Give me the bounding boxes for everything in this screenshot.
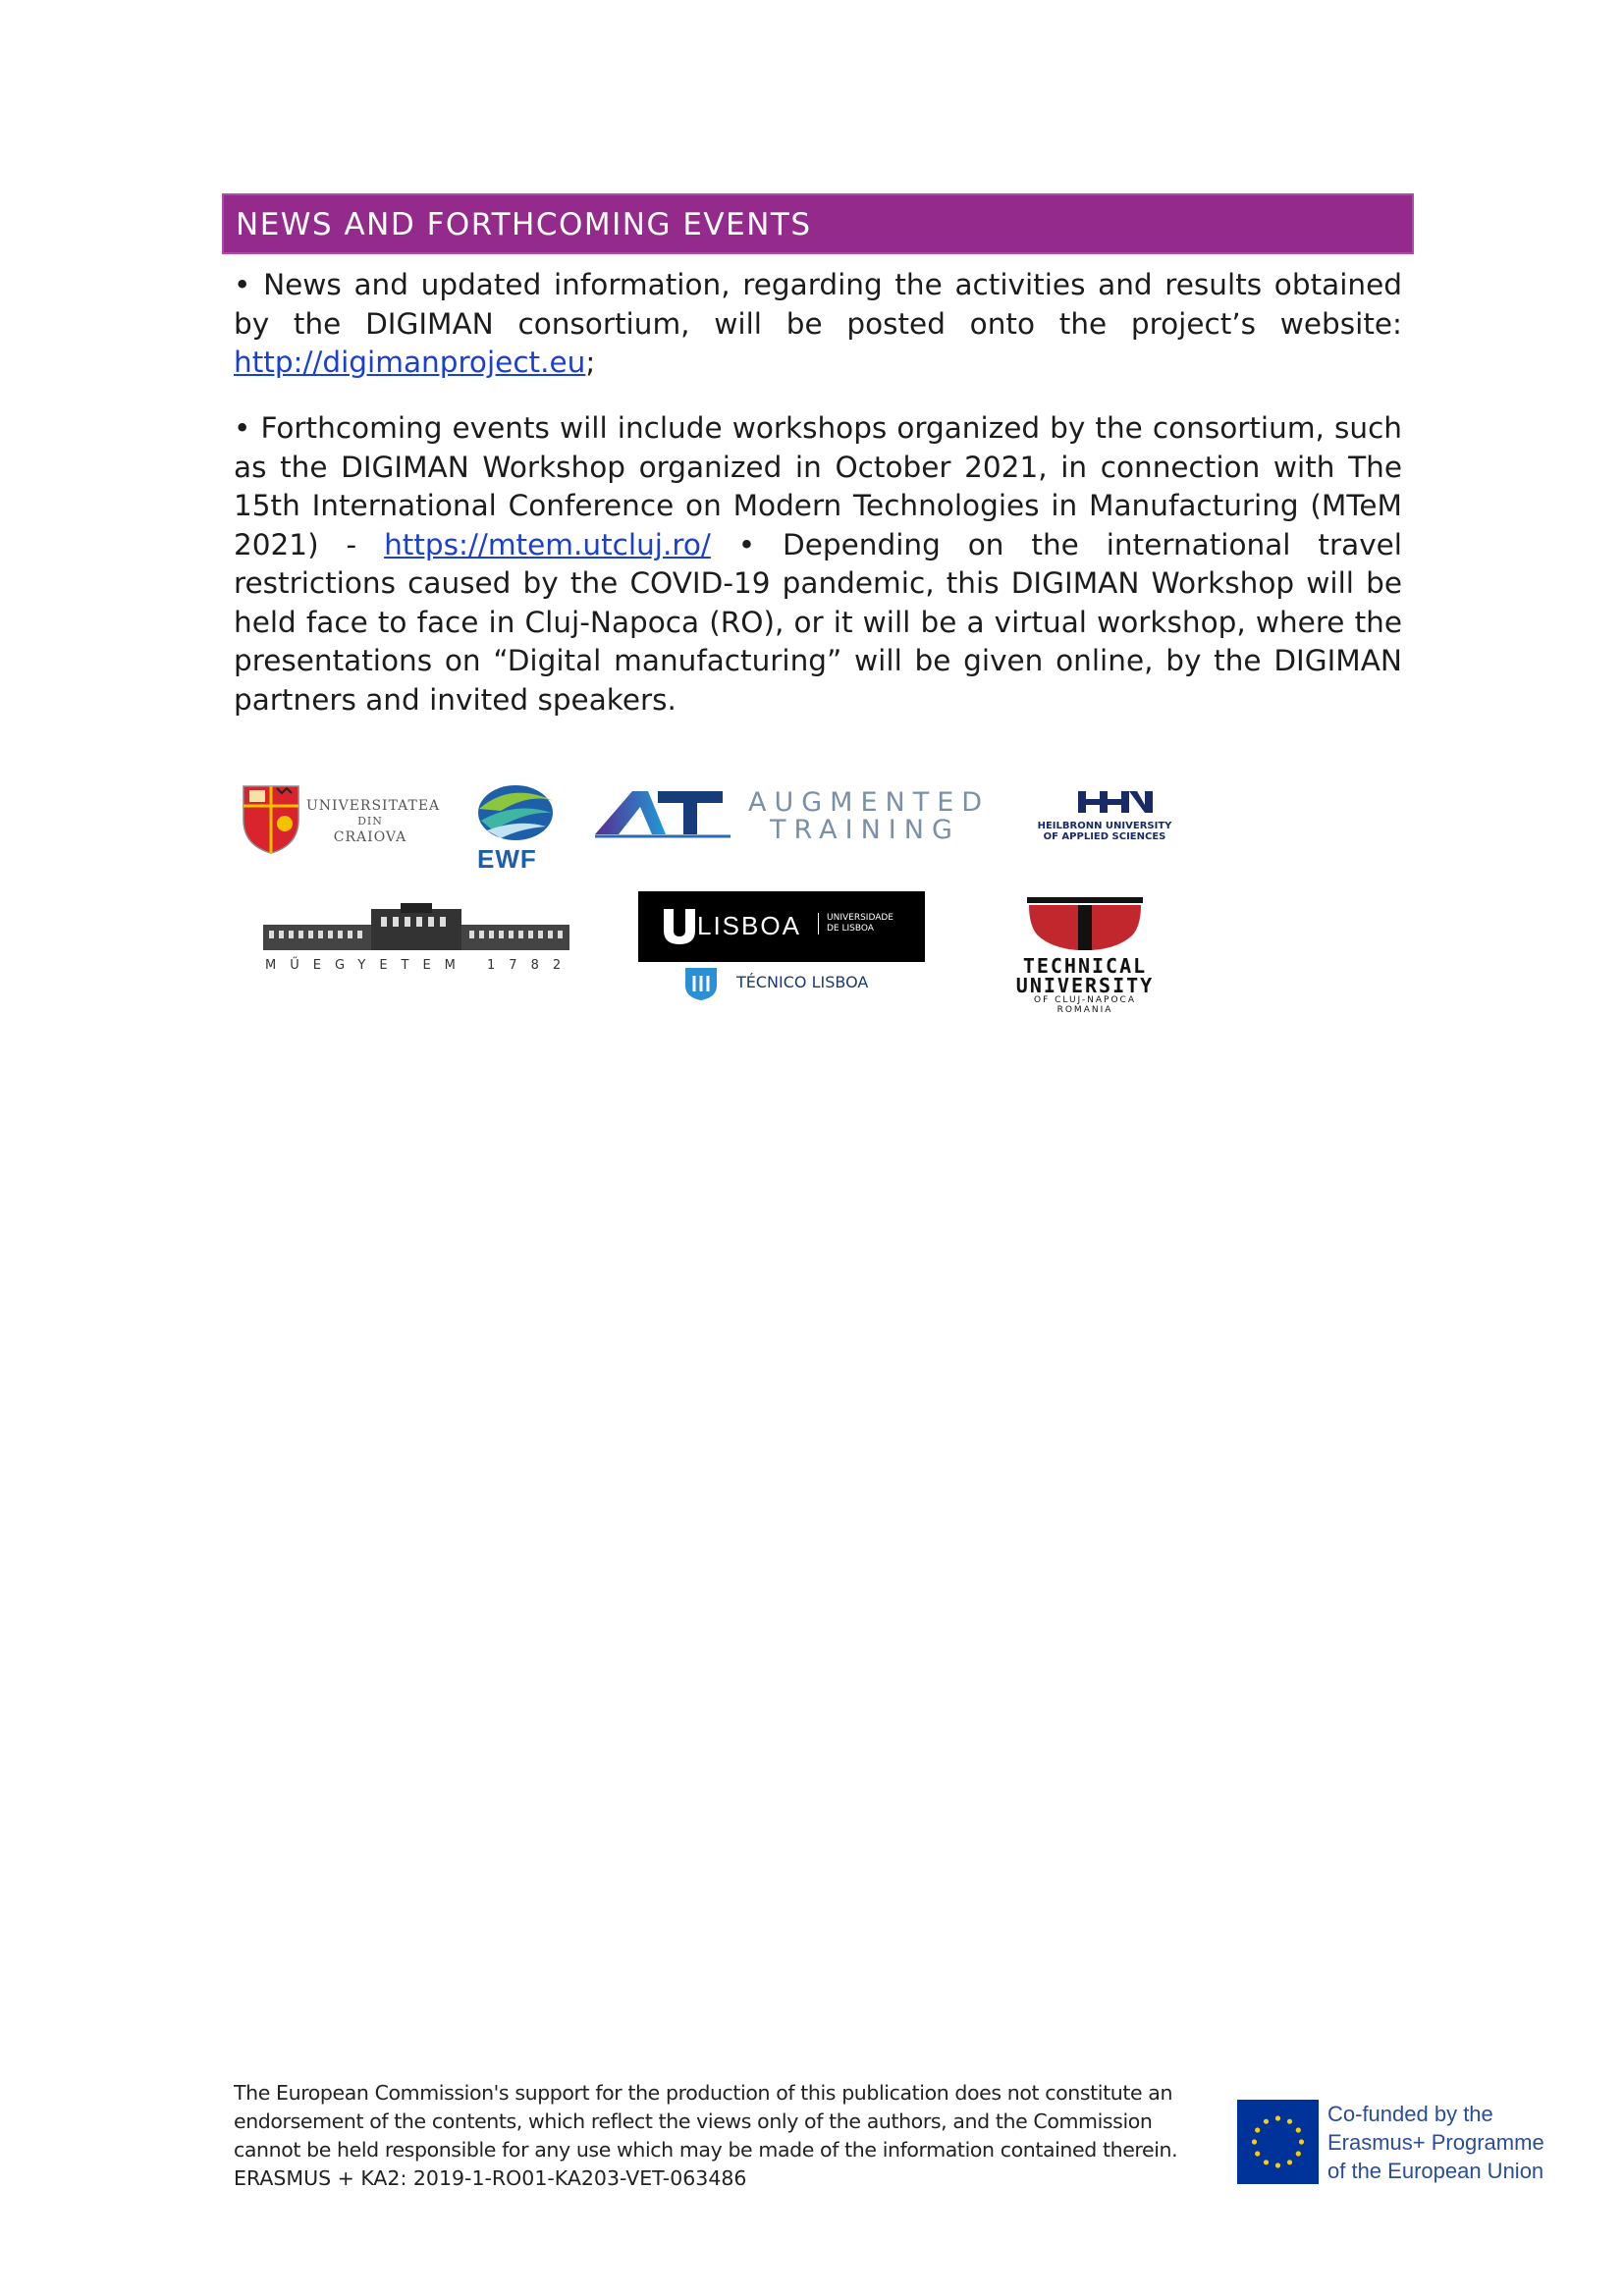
erasmus-line1: Co-funded by the xyxy=(1327,2102,1493,2126)
tecnico-lisboa-logo xyxy=(681,966,907,1001)
disclaimer-line1: The European Commission's support for the production of this publication does not constitute an xyxy=(234,2081,1173,2105)
tu-cluj-logo xyxy=(982,893,1188,1016)
craiova-line1: UNIVERSITATEA xyxy=(306,798,441,814)
at-word-augmented: AUGMENTED xyxy=(748,787,991,818)
hhn-logo xyxy=(1021,785,1188,844)
craiova-line2: DIN xyxy=(357,815,383,828)
ewf-text: EWF xyxy=(477,844,537,874)
paragraph-events-rest: • Depending on the international travel restrictions caused by the COVID-19 pandemic, this DIGIMAN Workshop will be held face to face in Cluj-Napoca (RO), or it will be a virtual workshop, where the presentations on “Digital manufacturing” will be given online, by the DIGIMAN partners and invited speakers. xyxy=(234,527,1402,717)
paragraph-website-end: ; xyxy=(585,346,596,379)
at-mark-icon xyxy=(593,785,740,840)
paragraph-events xyxy=(234,409,1402,720)
eu-flag-icon xyxy=(1237,2100,1319,2184)
website-link[interactable]: http://digimanproject.eu xyxy=(234,346,586,379)
disclaimer-line2: endorsement of the contents, which reflect the views only of the authors, and the Commission xyxy=(234,2109,1153,2133)
tuc-line2: UNIVERSITY xyxy=(1015,974,1155,997)
section-header xyxy=(222,193,1414,254)
ulisboa-u-icon xyxy=(660,907,699,946)
ewf-logo xyxy=(471,779,560,874)
hhn-mark-icon xyxy=(1021,785,1188,819)
erasmus-line3: of the European Union xyxy=(1327,2159,1544,2183)
lisboa-main-text: LISBOA xyxy=(697,911,801,940)
tuc-line4: ROMANIA xyxy=(1056,1005,1113,1015)
tuc-subtitle xyxy=(982,995,1188,1015)
erasmus-cofunded-text xyxy=(1327,2100,1544,2185)
bme-building-icon xyxy=(263,903,569,954)
lisboa-sub-text xyxy=(818,913,893,934)
craiova-text xyxy=(306,798,441,845)
ulisboa-logo xyxy=(638,891,925,962)
tecnico-shield-icon xyxy=(681,966,721,1001)
bme-text: MŰEGYETEM 1782 xyxy=(265,958,575,973)
tuc-line1: TECHNICAL xyxy=(1022,954,1148,978)
eu-stars-icon xyxy=(1237,2100,1319,2184)
disclaimer-line3: cannot be held responsible for any use which may be made of the information contained therein. xyxy=(234,2138,1178,2162)
lisboa-sub-line2: DE LISBOA xyxy=(827,924,874,934)
mtem-link[interactable]: https://mtem.utcluj.ro/ xyxy=(384,527,711,561)
at-word-training: TRAINING xyxy=(770,815,960,845)
paragraph-events-text: • Forthcoming events will include workshops organized by the consortium, such as the DIGIMAN Workshop organized in October 2021, in connection with The 15th International Conference on Modern Technologies in Manufacturing (MTeM 2021) - xyxy=(234,411,1402,561)
bme-logo xyxy=(263,903,577,972)
tecnico-text: TÉCNICO LISBOA xyxy=(736,973,869,991)
craiova-line3: CRAIOVA xyxy=(333,829,407,845)
hhn-line2: OF APPLIED SCIENCES xyxy=(1043,831,1166,842)
tuc-line3: OF CLUJ-NAPOCA xyxy=(1034,995,1136,1005)
university-craiova-logo xyxy=(240,780,441,859)
hhn-subtitle xyxy=(1023,821,1186,842)
paragraph-website xyxy=(234,266,1402,383)
craiova-crest-icon xyxy=(240,780,302,855)
paragraph-website-text: • News and updated information, regarding the activities and results obtained by the DIGIMAN consortium, will be posted onto the project’s website: xyxy=(234,268,1402,341)
augmented-training-logo xyxy=(593,785,991,845)
ewf-globe-icon xyxy=(471,779,560,844)
hhn-line1: HEILBRONN UNIVERSITY xyxy=(1037,821,1172,831)
section-title: NEWS AND FORTHCOMING EVENTS xyxy=(236,207,812,242)
erasmus-line2: Erasmus+ Programme xyxy=(1327,2130,1544,2155)
project-reference: ERASMUS + KA2: 2019-1-RO01-KA203-VET-063486 xyxy=(234,2166,747,2190)
lisboa-sub-line1: UNIVERSIDADE xyxy=(827,913,893,923)
footer-disclaimer xyxy=(234,2079,1206,2193)
tuc-emblem-icon xyxy=(982,893,1188,954)
